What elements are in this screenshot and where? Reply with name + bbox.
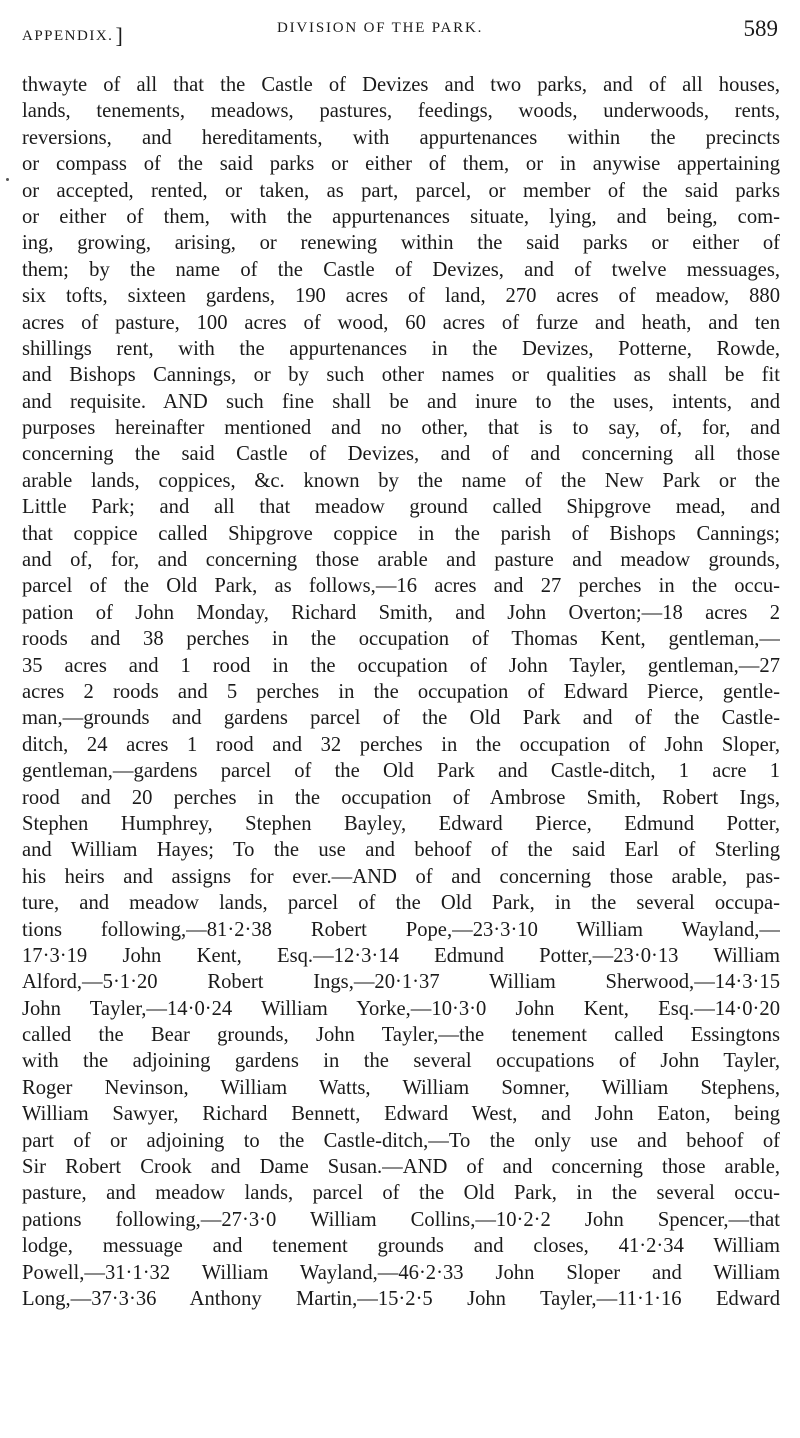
text-line: Roger Nevinson, William Watts, William Somner, William Stephens, [22,1076,780,1099]
text-line: ditch, 24 acres 1 rood and 32 perches in the occupation of John Sloper, [22,733,780,756]
running-head-section: APPENDIX.] [22,23,125,48]
text-line: and of, for, and concerning those arable and pasture and meadow grounds, [22,549,780,572]
text-line: William Sawyer, Richard Bennett, Edward West, and John Eaton, being [22,1103,780,1126]
text-line: and requisite. AND such fine shall be and inure to the uses, intents, and [22,390,780,413]
text-line: thwayte of all that the Castle of Devizes and two parks, and of all houses, [22,74,780,96]
text-line: concerning the said Castle of Devizes, and of and concerning all those [22,443,780,466]
text-line: Little Park; and all that meadow ground called Shipgrove mead, and [22,496,780,519]
text-line: tions following,—81·2·38 Robert Pope,—23·3·10 William Wayland,— [22,918,780,941]
text-line: pation of John Monday, Richard Smith, and John Overton;—18 acres 2 [22,601,780,624]
text-line: gentleman,—gardens parcel of the Old Park and Castle-ditch, 1 acre 1 [22,760,780,783]
text-line: and Bishops Cannings, or by such other names or qualities as shall be fit [22,364,780,387]
text-line: acres 2 roods and 5 perches in the occupation of Edward Pierce, gentle- [22,680,780,703]
text-line: parcel of the Old Park, as follows,—16 acres and 27 perches in the occu- [22,575,780,598]
text-line: or either of them, with the appurtenances situate, lying, and being, com- [22,205,780,228]
text-line: ture, and meadow lands, parcel of the Old Park, in the several occupa- [22,892,780,915]
text-line: 35 acres and 1 rood in the occupation of John Tayler, gentleman,—27 [22,654,780,677]
text-line: man,—grounds and gardens parcel of the Old Park and of the Castle- [22,707,780,730]
page-number: 589 [743,16,778,41]
text-line: and William Hayes; To the use and behoof of the said Earl of Sterling [22,839,780,862]
text-line: Alford,—5·1·20 Robert Ings,—20·1·37 William Sherwood,—14·3·15 [22,971,780,994]
text-line: or compass of the said parks or either of them, or in anywise appertaining [22,153,780,176]
text-line: part of or adjoining to the Castle-ditch,—To the only use and behoof of [22,1129,780,1152]
text-line: Powell,—31·1·32 William Wayland,—46·2·33 John Sloper and William [22,1261,780,1284]
text-line: lodge, messuage and tenement grounds and closes, 41·2·34 William [22,1235,780,1258]
text-line: pations following,—27·3·0 William Collins,—10·2·2 John Spencer,—that [22,1208,780,1231]
text-line: Long,—37·3·36 Anthony Martin,—15·2·5 John Tayler,—11·1·16 Edward [22,1287,780,1310]
text-line: his heirs and assigns for ever.—AND of and concerning those arable, pas- [22,865,780,888]
text-line: Sir Robert Crook and Dame Susan.—AND of and concerning those arable, [22,1156,780,1179]
text-line: that coppice called Shipgrove coppice in the parish of Bishops Cannings; [22,522,780,545]
text-line: with the adjoining gardens in the several occupations of John Tayler, [22,1050,780,1073]
running-head-bracket: ] [115,23,125,48]
text-line: pasture, and meadow lands, parcel of the Old Park, in the several occu- [22,1182,780,1205]
text-line: reversions, and hereditaments, with appurtenances within the precincts [22,126,780,149]
text-line: them; by the name of the Castle of Devizes, and of twelve messuages, [22,258,780,281]
margin-dot [6,178,9,181]
text-line: shillings rent, with the appurtenances in the Devizes, Potterne, Rowde, [22,337,780,360]
text-line: purposes hereinafter mentioned and no other, that is to say, of, for, and [22,417,780,440]
running-head-title: DIVISION OF THE PARK. [277,20,484,36]
running-head [22,16,778,46]
text-line: rood and 20 perches in the occupation of Ambrose Smith, Robert Ings, [22,786,780,809]
text-line: Stephen Humphrey, Stephen Bayley, Edward Pierce, Edmund Potter, [22,812,780,835]
text-line: 17·3·19 John Kent, Esq.—12·3·14 Edmund Potter,—23·0·13 William [22,944,780,967]
text-line: six tofts, sixteen gardens, 190 acres of land, 270 acres of meadow, 880 [22,285,780,308]
text-line: or accepted, rented, or taken, as part, parcel, or member of the said parks [22,179,780,202]
text-line: acres of pasture, 100 acres of wood, 60 acres of furze and heath, and ten [22,311,780,334]
text-line: arable lands, coppices, &c. known by the name of the New Park or the [22,469,780,492]
text-line: ing, growing, arising, or renewing within the said parks or either of [22,232,780,255]
text-line: John Tayler,—14·0·24 William Yorke,—10·3·0 John Kent, Esq.—14·0·20 [22,997,780,1020]
text-line: roods and 38 perches in the occupation of Thomas Kent, gentleman,— [22,628,780,651]
body-text [22,72,780,1312]
text-line: called the Bear grounds, John Tayler,—the tenement called Essingtons [22,1024,780,1047]
text-line: lands, tenements, meadows, pastures, feedings, woods, underwoods, rents, [22,100,780,123]
